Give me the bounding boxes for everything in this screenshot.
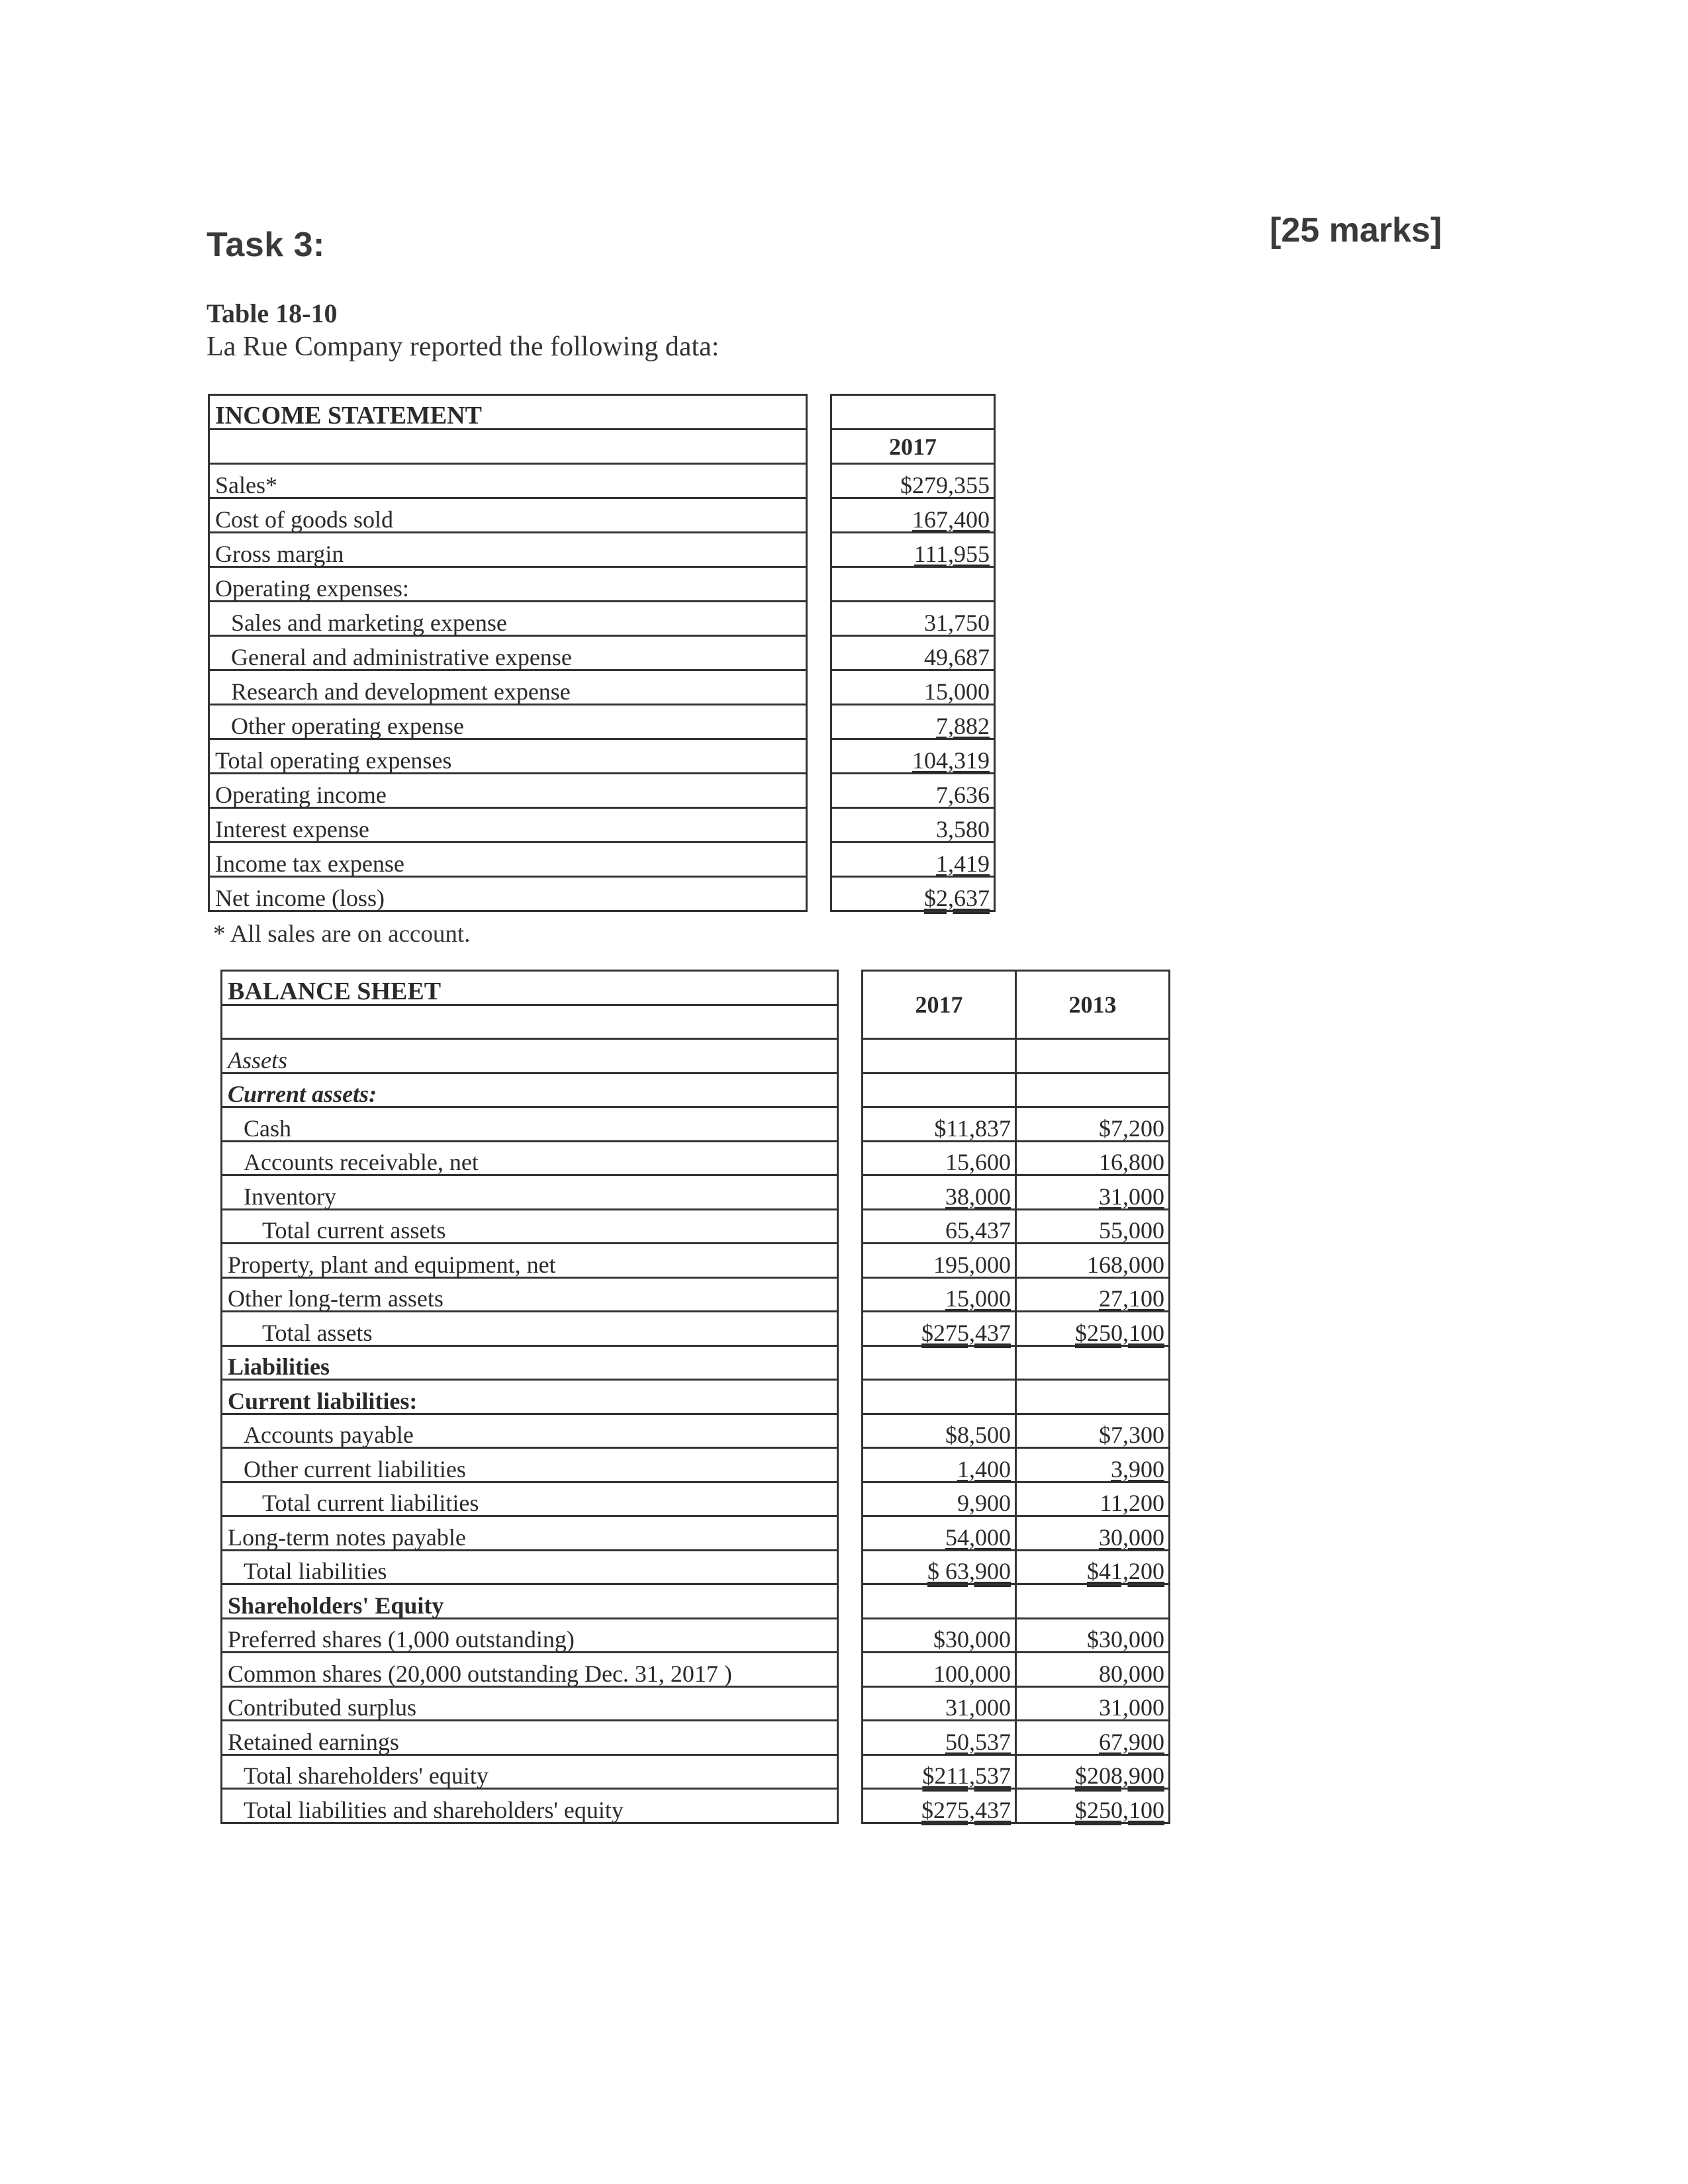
row-value-2017: $211,537 bbox=[922, 1762, 1011, 1789]
row-label: Accounts receivable, net bbox=[222, 1141, 838, 1175]
row-value: 49,687 bbox=[831, 636, 995, 670]
table-row bbox=[209, 464, 995, 498]
table-row bbox=[222, 1516, 1170, 1551]
row-label: Current assets: bbox=[222, 1073, 838, 1107]
row-label: Total liabilities and shareholders' equity bbox=[222, 1789, 838, 1823]
table-row bbox=[209, 808, 995, 842]
row-label: Cash bbox=[222, 1107, 838, 1142]
row-label: Sales* bbox=[209, 464, 807, 498]
row-label: Contributed surplus bbox=[222, 1686, 838, 1721]
row-value-2013: 80,000 bbox=[1016, 1653, 1170, 1687]
table-row bbox=[209, 877, 995, 911]
row-value-2013: $208,900 bbox=[1075, 1762, 1164, 1789]
row-label: Income tax expense bbox=[209, 842, 807, 877]
row-value-2017: 100,000 bbox=[863, 1653, 1016, 1687]
table-row bbox=[209, 395, 995, 430]
row-value-2013: 11,200 bbox=[1016, 1482, 1170, 1516]
row-label: Total current assets bbox=[222, 1209, 838, 1244]
table-row bbox=[222, 1277, 1170, 1312]
row-label: Other long-term assets bbox=[222, 1277, 838, 1312]
row-value: 7,882 bbox=[936, 713, 990, 739]
table-row bbox=[222, 1312, 1170, 1346]
row-label: Assets bbox=[222, 1039, 838, 1073]
table-row bbox=[222, 1244, 1170, 1278]
table-row bbox=[209, 430, 995, 464]
row-value-2013: $7,200 bbox=[1016, 1107, 1170, 1142]
table-row bbox=[222, 971, 1170, 1005]
row-label: Gross margin bbox=[209, 533, 807, 567]
balance-sheet-title: BALANCE SHEET bbox=[222, 971, 838, 1005]
row-label: Other current liabilities bbox=[222, 1448, 838, 1482]
row-value-2013: $30,000 bbox=[1016, 1618, 1170, 1653]
row-value-2013: $250,100 bbox=[1075, 1796, 1164, 1823]
row-value-2017: 54,000 bbox=[945, 1524, 1011, 1551]
row-label: Cost of goods sold bbox=[209, 498, 807, 533]
table-row bbox=[222, 1175, 1170, 1210]
balance-sheet-table bbox=[220, 970, 1170, 1824]
row-value-2013: 31,000 bbox=[1016, 1686, 1170, 1721]
table-row bbox=[209, 636, 995, 670]
table-row bbox=[222, 1721, 1170, 1755]
row-value-2017: 38,000 bbox=[945, 1183, 1011, 1210]
table-row bbox=[209, 602, 995, 636]
table-row bbox=[222, 1686, 1170, 1721]
row-value: 31,750 bbox=[831, 602, 995, 636]
row-label: Operating expenses: bbox=[209, 567, 807, 602]
row-label: Operating income bbox=[209, 774, 807, 808]
footnote: * All sales are on account. bbox=[213, 921, 471, 948]
table-row bbox=[209, 567, 995, 602]
row-value-2013: 168,000 bbox=[1016, 1244, 1170, 1278]
row-value: 1,419 bbox=[936, 850, 990, 877]
table-row bbox=[222, 1754, 1170, 1789]
table-row bbox=[209, 739, 995, 774]
col-header-2013: 2013 bbox=[1016, 971, 1170, 1039]
row-value-2013: 55,000 bbox=[1016, 1209, 1170, 1244]
table-row bbox=[222, 1653, 1170, 1687]
row-label: Shareholders' Equity bbox=[222, 1584, 838, 1619]
row-value-2017: $ 63,900 bbox=[927, 1558, 1011, 1584]
row-value: 7,636 bbox=[831, 774, 995, 808]
table-row bbox=[222, 1073, 1170, 1107]
row-value: 104,319 bbox=[912, 747, 990, 774]
table-row bbox=[222, 1789, 1170, 1823]
table-row bbox=[222, 1550, 1170, 1584]
income-statement-table bbox=[208, 394, 996, 912]
row-value-2017: 9,900 bbox=[863, 1482, 1016, 1516]
table-label: Table 18-10 bbox=[207, 298, 338, 328]
table-row bbox=[209, 498, 995, 533]
row-value-2017: 195,000 bbox=[863, 1244, 1016, 1278]
row-label: Inventory bbox=[222, 1175, 838, 1210]
table-row bbox=[209, 842, 995, 877]
income-year-header: 2017 bbox=[831, 430, 995, 464]
intro-text: La Rue Company reported the following data: bbox=[207, 332, 720, 362]
row-label: Preferred shares (1,000 outstanding) bbox=[222, 1618, 838, 1653]
row-value-2013: $250,100 bbox=[1075, 1319, 1164, 1346]
col-header-2017: 2017 bbox=[863, 971, 1016, 1039]
row-value-2017: 31,000 bbox=[863, 1686, 1016, 1721]
row-value: 111,955 bbox=[914, 541, 990, 567]
row-value-2013: 67,900 bbox=[1099, 1728, 1164, 1755]
row-value-2013: $7,300 bbox=[1016, 1414, 1170, 1448]
row-label: Liabilities bbox=[222, 1345, 838, 1380]
row-value-2013: 31,000 bbox=[1099, 1183, 1164, 1210]
row-value-2017: 50,537 bbox=[945, 1728, 1011, 1755]
row-value: 3,580 bbox=[831, 808, 995, 842]
table-row bbox=[222, 1107, 1170, 1142]
row-value-2013: 27,100 bbox=[1099, 1285, 1164, 1312]
table-row bbox=[222, 1141, 1170, 1175]
row-label: Current liabilities: bbox=[222, 1380, 838, 1414]
income-statement-title: INCOME STATEMENT bbox=[209, 395, 807, 430]
table-row bbox=[222, 1482, 1170, 1516]
row-value-2017: 15,000 bbox=[945, 1285, 1011, 1312]
marks-label: [25 marks] bbox=[1270, 211, 1442, 250]
row-value: 167,400 bbox=[912, 506, 990, 533]
row-value-2017: 1,400 bbox=[957, 1455, 1011, 1482]
table-row bbox=[222, 1414, 1170, 1448]
table-row bbox=[222, 1584, 1170, 1619]
table-row bbox=[222, 1380, 1170, 1414]
row-label: Other operating expense bbox=[209, 705, 807, 739]
row-value-2013: 16,800 bbox=[1016, 1141, 1170, 1175]
row-label: Research and development expense bbox=[209, 670, 807, 705]
row-label: Sales and marketing expense bbox=[209, 602, 807, 636]
table-row bbox=[222, 1345, 1170, 1380]
row-label: Property, plant and equipment, net bbox=[222, 1244, 838, 1278]
row-value-2017: $30,000 bbox=[863, 1618, 1016, 1653]
row-label: Interest expense bbox=[209, 808, 807, 842]
row-value-2017: 65,437 bbox=[863, 1209, 1016, 1244]
row-label: Total liabilities bbox=[222, 1550, 838, 1584]
table-row bbox=[209, 533, 995, 567]
task-heading: Task 3: bbox=[207, 226, 325, 264]
row-value-2017: $275,437 bbox=[921, 1319, 1011, 1346]
row-label: Total shareholders' equity bbox=[222, 1754, 838, 1789]
row-label: Total current liabilities bbox=[222, 1482, 838, 1516]
row-value-2013: 30,000 bbox=[1099, 1524, 1164, 1551]
row-value: 15,000 bbox=[831, 670, 995, 705]
row-value-2017: $8,500 bbox=[863, 1414, 1016, 1448]
row-value-2017: $11,837 bbox=[863, 1107, 1016, 1142]
table-row bbox=[222, 1209, 1170, 1244]
table-row bbox=[222, 1448, 1170, 1482]
table-row bbox=[209, 705, 995, 739]
table-row bbox=[222, 1618, 1170, 1653]
row-value-2017: 15,600 bbox=[863, 1141, 1016, 1175]
row-value: $2,637 bbox=[924, 885, 990, 911]
row-value: $279,355 bbox=[831, 464, 995, 498]
row-value-2017: $275,437 bbox=[921, 1796, 1011, 1823]
row-label: Total assets bbox=[222, 1312, 838, 1346]
table-row bbox=[209, 670, 995, 705]
row-label: General and administrative expense bbox=[209, 636, 807, 670]
row-label: Net income (loss) bbox=[209, 877, 807, 911]
row-value-2013: 3,900 bbox=[1111, 1455, 1164, 1482]
row-label: Retained earnings bbox=[222, 1721, 838, 1755]
table-row bbox=[209, 774, 995, 808]
row-label: Accounts payable bbox=[222, 1414, 838, 1448]
table-row bbox=[222, 1039, 1170, 1073]
row-label: Long-term notes payable bbox=[222, 1516, 838, 1551]
row-value-2013: $41,200 bbox=[1087, 1558, 1164, 1584]
row-label: Common shares (20,000 outstanding Dec. 31, 2017 ) bbox=[222, 1653, 838, 1687]
row-label: Total operating expenses bbox=[209, 739, 807, 774]
